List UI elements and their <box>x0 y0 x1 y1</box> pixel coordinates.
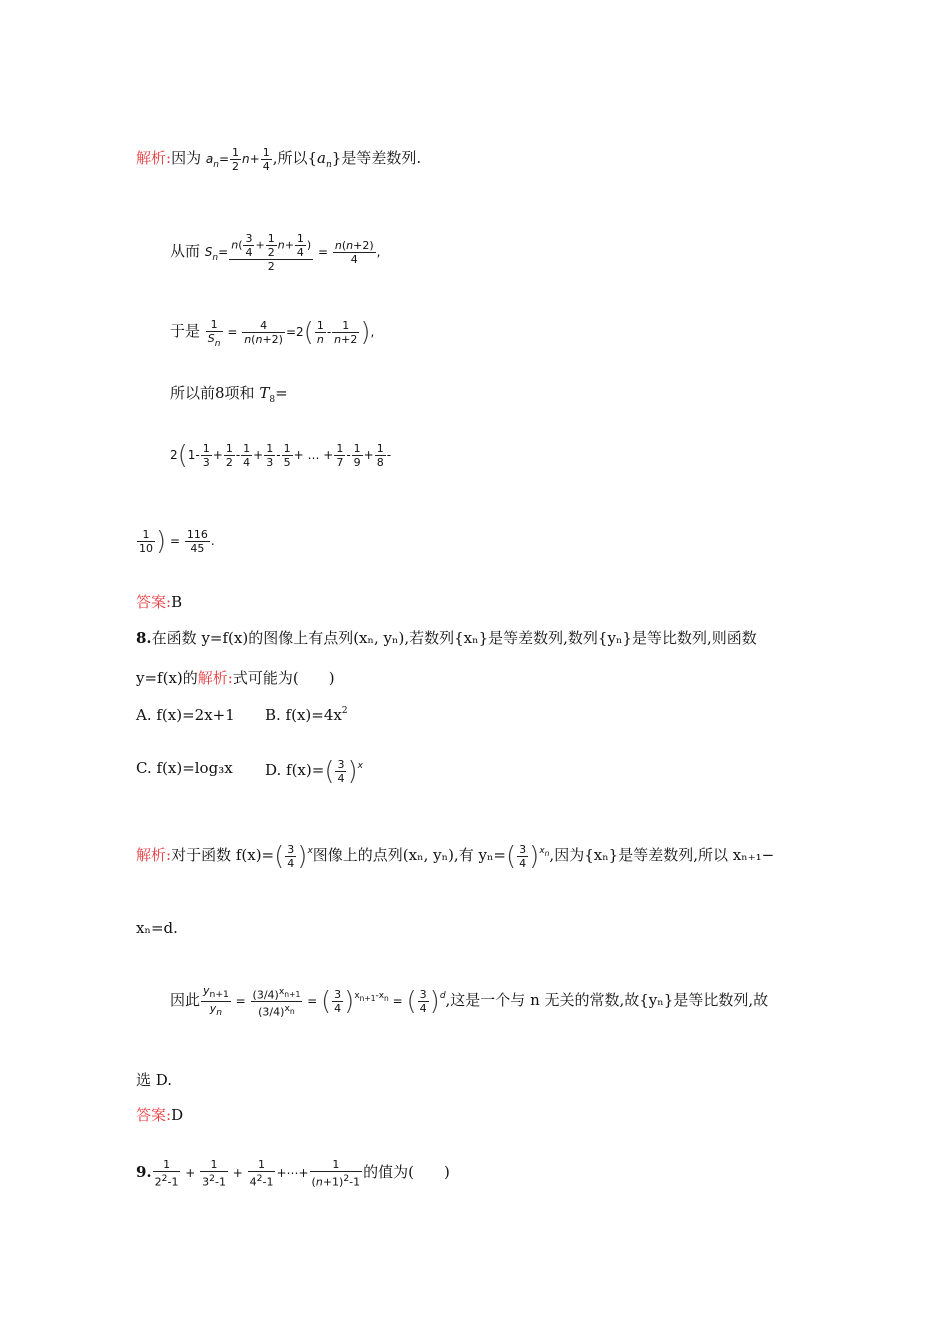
question-8-line-2: y=f(x)的解析:式可能为( ) <box>136 669 335 687</box>
option-d[interactable]: D. f(x)=( $\frac{3}{4}$ )$^x$ <box>265 756 363 787</box>
formula-an: $a_n=$ $\frac{1}{2}$ n+ $\frac{1}{4}$ <box>205 146 270 173</box>
solution-line-2: 从而 $S_n=$ n( $\frac{3}{4}$ + $\frac{1}{2}$ n+ $\frac{1}{4}$ ) 2 = $\frac{n(n+2)}{4}$ , <box>170 232 381 273</box>
option-c[interactable]: C. f(x)=log₃x <box>136 759 233 777</box>
answer-7: 答案:B <box>136 593 183 611</box>
formula-sum: 2(1- $\frac{1}{3}$ + $\frac{1}{2}$ - $\frac{1}{4}$ + $\frac{1}{3}$ - $\frac{1}{5}$ + … + $\frac{1}{7}$ - $\frac{1}{9}$ + $\frac{1}{8}$ - <box>170 440 392 471</box>
solution-label: 解析 <box>136 149 167 167</box>
solution-line-3: 于是 $\frac{1}{S_n}$ = $\frac{4}{n(n+2)}$ =2( $\frac{1}{n}$ - $\frac{1}{n+2}$ ), <box>170 317 375 349</box>
solution-line-1: 解析:因为 $a_n=$ $\frac{1}{2}$ n+ $\frac{1}{4}$ ,所以$\{a_n\}$是等差数列. <box>136 146 422 173</box>
solution-8-line-3: 因此 $\frac{y_{n+1}}{y_n}$ = $\frac{(3/4)^{x_{n+1}}}{(3/4)^{x_n}}$ = ( $\frac{3}{4}$ )$^{x_{n+1}-x_n}$ = ( $\frac{3}{4}$ )$^d$,这是一个与 n 无关的常数,故{yₙ}是等比数列,故 <box>170 984 769 1019</box>
question-9: 9. $\frac{1}{2^2-1}$ + $\frac{1}{3^2-1}$ + $\frac{1}{4^2-1}$ +⋯+ $\frac{1}{(n+1)^2-1}$ 的值为( ) <box>136 1158 450 1189</box>
solution-line-4: 所以前8项和 $T_8=$ <box>170 384 288 405</box>
answer-8: 答案:D <box>136 1106 184 1124</box>
solution-line-6 <box>136 528 215 555</box>
option-b[interactable]: B. $f(x)=4x^2$ <box>265 706 348 724</box>
option-a[interactable]: A. f(x)=2x+1 <box>136 706 235 724</box>
solution-8-line-2: xₙ=d. <box>136 919 178 937</box>
question-8-line-1: 8.在函数 y=f(x)的图像上有点列(xₙ, yₙ),若数列{xₙ}是等差数列,数列{yₙ}是等比数列,则函数 <box>136 629 757 647</box>
formula-result: $\frac{1}{10}$ ) = $\frac{116}{45}$ . <box>139 526 215 557</box>
solution-8-line-4: 选 D. <box>136 1071 173 1089</box>
solution-8-line-1: 解析:对于函数 f(x)=( $\frac{3}{4}$ )$^x$图像上的点列(xₙ, yₙ),有 yₙ=( $\frac{3}{4}$ )$^{x_n}$,因为{xₙ}是等差数列,所以 xₙ₊₁− <box>136 841 775 872</box>
formula-sn: $S_n=$ n( $\frac{3}{4}$ + $\frac{1}{2}$ n+ $\frac{1}{4}$ ) 2 = $\frac{n(n+2)}{4}$ , <box>204 232 381 273</box>
formula-reciprocal: $\frac{1}{S_n}$ = $\frac{4}{n(n+2)}$ =2( $\frac{1}{n}$ - $\frac{1}{n+2}$ ), <box>207 317 375 349</box>
solution-line-5 <box>170 442 391 469</box>
